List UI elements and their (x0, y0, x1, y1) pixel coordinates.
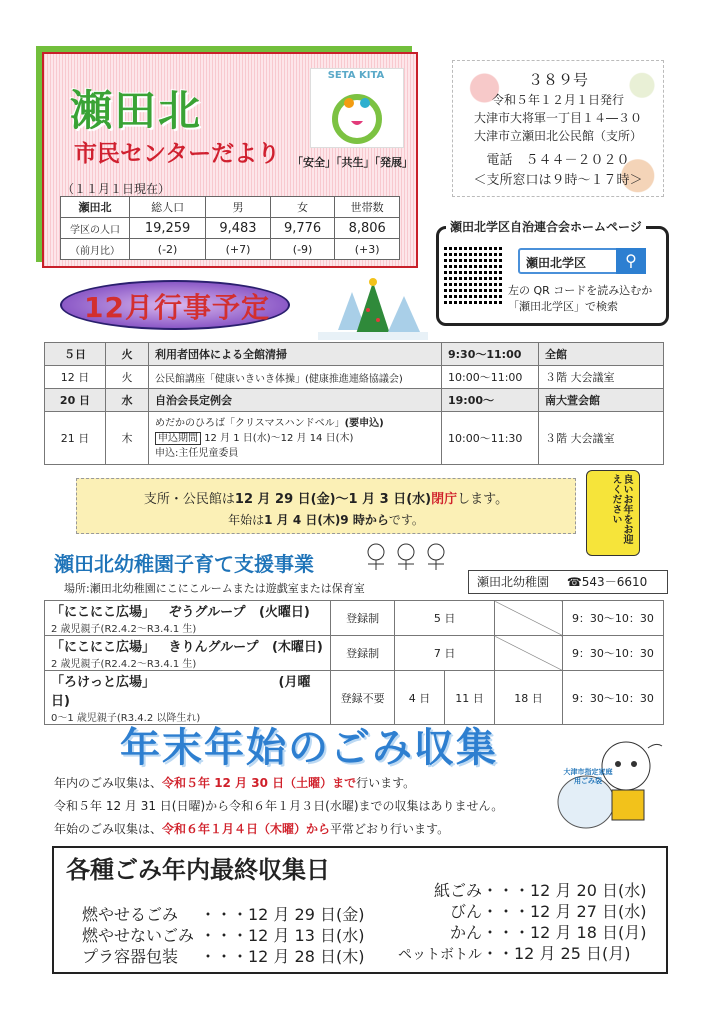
closure-text: 年始は (228, 513, 265, 527)
closure-text: します。 (457, 492, 509, 507)
issue-info-box (452, 60, 664, 197)
logo-text: SETA KITA (327, 70, 385, 81)
homepage-title: 瀬田北学区自治連合会ホームページ (446, 218, 646, 235)
kindergarten-name: 瀬田北幼稚園 (477, 575, 550, 589)
program-name: 「にこにこ広場」 (51, 640, 156, 655)
program-name: 「にこにこ広場」 (51, 605, 156, 620)
issue-publisher: 大津市立瀬田北公民館（支所） (473, 129, 642, 143)
homepage-note: 「瀬田北学区」で検索 (508, 300, 618, 313)
collection-item (82, 902, 364, 925)
event-dow: 火 (106, 343, 149, 366)
garbage-text: 平常どおり行います。 (330, 822, 450, 836)
event-place: 南大萱会館 (539, 389, 664, 412)
collection-item (390, 941, 630, 964)
collection-date: ・・・12 月 27 日(水) (482, 902, 647, 921)
closure-closed: 閉庁 (431, 492, 458, 507)
pop-change: (-2) (130, 239, 206, 260)
program-cell (45, 636, 331, 671)
events-table (44, 342, 664, 465)
garbage-text: 年始のごみ収集は、 (54, 822, 163, 836)
pop-change: (-9) (270, 239, 335, 260)
final-collection-title: 各種ごみ年内最終収集日 (66, 856, 330, 884)
collection-item (390, 920, 646, 943)
collection-date: ・・12 月 25 日(月) (482, 944, 631, 963)
program-name: 「ろけっと広場」 (51, 675, 156, 690)
event-place: ３階 大会議室 (539, 412, 664, 465)
closure-text: 支所・公民館は (143, 492, 235, 507)
empty-cell (495, 636, 563, 671)
kindergarten-place: 場所:瀬田北幼稚園にこにこルームまたは遊戯室または保育室 (64, 582, 365, 595)
program-date: 5 日 (395, 601, 495, 636)
program-date: 4 日 (395, 671, 445, 725)
pop-change: (+3) (335, 239, 400, 260)
apply-to: 申込:主任児童委員 (155, 447, 239, 459)
event-dow: 水 (106, 389, 149, 412)
motto: 「安全」「共生」「発展」 (292, 156, 413, 169)
christmas-tree-illustration (318, 270, 428, 340)
event-time: 19:00～ (442, 389, 539, 412)
garbage-line-1 (54, 774, 415, 791)
event-dow: 木 (106, 412, 149, 465)
pop-col-header: 世帯数 (335, 197, 400, 218)
event-name: 利用者団体による全館清掃 (149, 343, 442, 366)
closure-line-2 (76, 511, 576, 528)
events-title: 12月行事予定 (84, 291, 270, 324)
pop-value: 9,483 (206, 218, 271, 239)
program-target: 0～1 歳児親子(R3.4.2 以降生れ) (51, 713, 201, 724)
pop-col-header: 男 (206, 197, 271, 218)
program-date: 11 日 (444, 671, 494, 725)
garbage-title: 年末年始のごみ収集 (120, 725, 498, 771)
collection-item (390, 878, 646, 901)
issue-hours: ＜支所窓口は９時～１７時＞ (473, 173, 643, 188)
program-cell (45, 601, 331, 636)
program-time: 9：30～10：30 (562, 601, 663, 636)
apply-label: 申込期間 (155, 432, 201, 445)
program-day: (木曜日) (271, 640, 323, 655)
table-row (45, 412, 664, 465)
collection-date: ・・・12 月 29 日(金) (200, 905, 365, 924)
program-target: 2 歳児親子(R2.4.2～R3.4.1 生) (51, 624, 197, 635)
search-icon[interactable]: ⚲ (616, 248, 646, 274)
garbage-text: 行います。 (356, 776, 416, 790)
program-group: ぞうグループ (168, 605, 246, 620)
reopen-date: 1 月 4 日(木)9 時から (264, 513, 389, 527)
table-row (45, 636, 664, 671)
event-dow: 火 (106, 366, 149, 389)
collection-date: ・・・12 月 13 日(水) (200, 926, 365, 945)
event-name: めだかのひろば「クリスマスハンドベル」 (155, 417, 345, 429)
registration: 登録不要 (331, 671, 395, 725)
program-date: 7 日 (395, 636, 495, 671)
garbage-line-2: 令和５年 12 月 31 日(日曜)から令和６年１月３日(水曜)までの収集はありません。 (54, 799, 504, 813)
collection-label: ペットボトル (398, 947, 482, 963)
qr-code-pattern (444, 246, 502, 304)
pop-value: 19,259 (130, 218, 206, 239)
event-day: 12 日 (45, 366, 106, 389)
issue-address: 大津市大将軍一丁目１４―３０ (473, 111, 642, 125)
pop-row-header: 瀬田北 (61, 197, 130, 218)
empty-cell (495, 601, 563, 636)
program-time: 9：30～10：30 (562, 636, 663, 671)
collection-label: 紙ごみ (433, 881, 482, 900)
newsletter-title: 瀬田北 (70, 86, 203, 135)
closure-dates: 12 月 29 日(金)～1 月 3 日(水) (234, 492, 432, 507)
garbage-highlight: 令和５年 12 月 30 日（土曜）まで (162, 776, 357, 790)
kindergarten-table (44, 600, 664, 725)
kindergarten-phone (468, 570, 668, 594)
event-day: ５日 (45, 343, 106, 366)
collection-item (390, 899, 646, 922)
pop-col-header: 総人口 (130, 197, 206, 218)
collection-item (82, 923, 364, 946)
event-day: 20 日 (45, 389, 106, 412)
pop-value: 9,776 (270, 218, 335, 239)
collection-date: ・・・12 月 28 日(木) (200, 947, 365, 966)
event-name-cell (149, 412, 442, 465)
pop-change: (+7) (206, 239, 271, 260)
event-time: 9:30～11:00 (442, 343, 539, 366)
new-year-greeting: 良いお年をお迎えください (610, 474, 632, 544)
newsletter-subtitle: 市民センターだより (74, 141, 281, 167)
issue-number: ３８９号 (527, 71, 588, 89)
registration: 登録制 (331, 636, 395, 671)
event-name: 公民館講座「健康いきいき体操」(健康推進連絡協議会) (149, 366, 442, 389)
program-target: 2 歳児親子(R2.4.2～R3.4.1 生) (51, 659, 197, 670)
collection-label: かん (449, 923, 482, 942)
issue-phone: 電話 ５４４－２０２０ (486, 153, 630, 168)
pop-row-header: （前月比） (61, 239, 130, 260)
event-day: 21 日 (45, 412, 106, 465)
children-illustration (360, 542, 452, 576)
pop-col-header: 女 (270, 197, 335, 218)
kindergarten-title: 瀬田北幼稚園子育て支援事業 (54, 552, 314, 576)
program-day: (火曜日) (258, 605, 310, 620)
program-day: (月曜日) (51, 675, 311, 709)
event-name: 自治会長定例会 (149, 389, 442, 412)
collection-date: ・・・12 月 18 日(月) (482, 923, 647, 942)
table-row (45, 366, 664, 389)
collection-label: びん (449, 902, 482, 921)
population-table (60, 196, 400, 260)
closure-line-1 (76, 488, 576, 507)
table-row (45, 601, 664, 636)
collection-date: ・・・12 月 20 日(水) (482, 881, 647, 900)
collection-item (82, 944, 364, 967)
garbage-line-3 (54, 820, 449, 837)
pop-value: 8,806 (335, 218, 400, 239)
program-group: きりんグループ (168, 640, 259, 655)
search-text: 瀬田北学区 (526, 256, 587, 270)
event-place: 全館 (539, 343, 664, 366)
event-time: 10:00～11:30 (442, 412, 539, 465)
population-date: （１１月１日現在） (62, 182, 171, 196)
program-time: 9：30～10：30 (562, 671, 663, 725)
event-extra: (要申込) (344, 417, 384, 429)
collection-label: プラ容器包装 (82, 947, 179, 966)
phone-number: ☎543－6610 (566, 575, 648, 589)
homepage-note: 左の QR コードを読み込むか (508, 284, 653, 297)
issue-date: 令和５年１２月１日発行 (491, 93, 624, 107)
garbage-text: 年内のごみ収集は、 (54, 776, 163, 790)
garbage-bag-label: 大津市指定家庭用ごみ袋 (563, 768, 613, 785)
program-date: 18 日 (495, 671, 563, 725)
collection-label: 燃やせないごみ (82, 926, 195, 945)
collection-label: 燃やせるごみ (82, 905, 179, 924)
garbage-highlight: 令和６年１月４日（木曜）から (162, 822, 331, 836)
closure-text: です。 (388, 513, 424, 527)
registration: 登録制 (331, 601, 395, 636)
apply-period: 12 月 1 日(水)～12 月 14 日(木) (204, 432, 354, 444)
pop-row-header: 学区の人口 (61, 218, 130, 239)
event-place: ３階 大会議室 (539, 366, 664, 389)
table-row (45, 389, 664, 412)
event-time: 10:00～11:00 (442, 366, 539, 389)
table-row (45, 343, 664, 366)
